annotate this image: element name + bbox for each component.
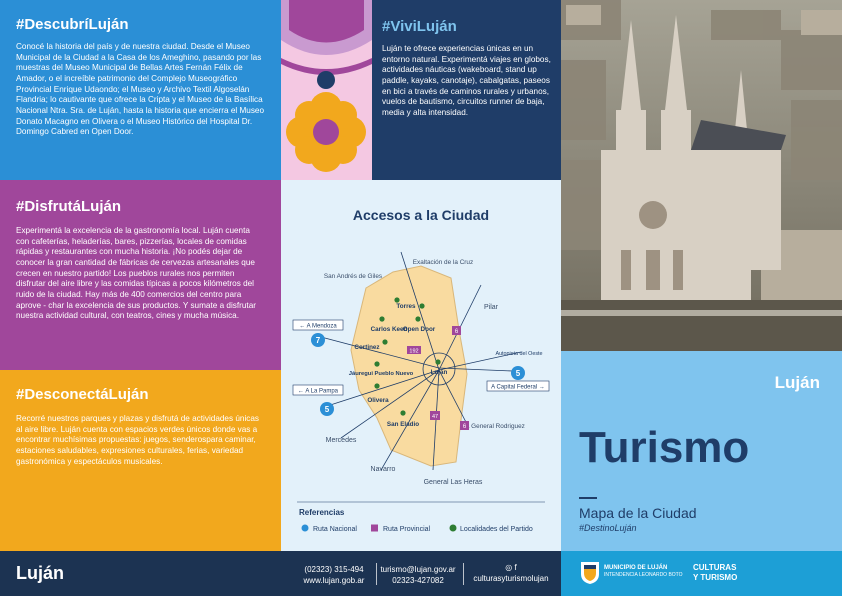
cover-subtitle: Mapa de la Ciudad — [579, 505, 697, 521]
vivi-body: Luján te ofrece experiencias únicas en un entorno natural. Experimentá viajes en globos, actividades náuticas (wakeboard, stand up paddle, kayaks, canotaje), cabalgatas, paseos en bici a través de caminos rurales y urbanos, vuelos de bautismo, circuitos runner de baja, media y alta intensidad. — [382, 44, 551, 117]
municipio-title: MUNICIPIO DE LUJÁN — [604, 565, 668, 571]
neighbor-general-rodriguez: General Rodriguez — [471, 423, 525, 430]
locality-torres: Torres — [396, 303, 416, 310]
footer-email[interactable]: turismo@lujan.gov.ar — [380, 565, 456, 574]
disfruta-title: #DisfrutáLuján — [16, 198, 122, 215]
instagram-icon: ◎ — [505, 563, 513, 572]
vivi-title: #ViviLuján — [382, 18, 457, 35]
ruta-nacional-5-right-label: 5 — [515, 369, 521, 378]
cover-logo: Luján — [774, 373, 820, 392]
basilica-photo — [561, 0, 842, 351]
footer-divider-2 — [463, 563, 464, 585]
cover-panel — [561, 351, 842, 551]
map-panel — [281, 180, 561, 551]
neighbor-pilar: Pilar — [483, 304, 499, 311]
neighbor-san-andres: San Andrés de Giles — [323, 273, 383, 280]
cover-hashtag: #DestinoLuján — [579, 523, 637, 533]
descubri-panel — [0, 0, 281, 180]
footer-logo: Luján — [16, 563, 64, 583]
culturas-line2: Y TURISMO — [693, 572, 738, 582]
access-map — [281, 180, 561, 551]
descubri-body: Conocé la historia del país y de nuestra ciudad. Desde el Museo Municipal de la Ciudad a la Casa de los Ameghino, pasando por las muestras del Museo Municipal de Bellas Artes Fernán Félix de Amador, o el increíble patrimonio del Complejo Museográfico Provincial Enrique Udaondo; el Museo y Archivo Textil Algoselán Flandria; lo cautivante que ofrece la Cripta y el Museo de la Basílica Nacional Ntra. Sra. de Luján, hasta la historia que encierra el Museo Donato Macagno en Olivera o el Museo Histórico del Hospital Dr. Domingo Cabred en Open Door. — [16, 42, 265, 137]
decorative-flower-panel — [281, 0, 372, 180]
municipio-name — [604, 564, 683, 579]
tag-mendoza: ← A Mendoza — [299, 323, 337, 330]
municipio-intendencia: INTENDENCIA LEONARDO BOTO — [604, 572, 683, 579]
neighbor-general-las-heras: General Las Heras — [423, 479, 483, 486]
ruta-provincial-192-label: 192 — [409, 348, 419, 355]
culturas-line1: CULTURAS — [693, 563, 737, 572]
ruta-provincial-6-bottom-label: 6 — [462, 424, 467, 430]
tag-la-pampa: ← A La Pampa — [297, 388, 339, 395]
vivi-panel — [372, 0, 561, 180]
footer-divider-1 — [376, 563, 377, 585]
locality-cortinez: Cortinez — [354, 344, 380, 351]
footer-social-handle: culturasyturismolujan — [473, 573, 549, 583]
locality-jauregui: Jáuregui Pueblo Nuevo — [348, 371, 414, 377]
culturas-logo — [693, 563, 737, 582]
footer-contact-1 — [292, 565, 376, 587]
locality-san-eladio: San Eladio — [386, 421, 420, 428]
tag-capital: A Capital Federal → — [491, 384, 545, 391]
flower-illustration — [281, 0, 372, 180]
footer-web[interactable]: www.lujan.gob.ar — [303, 575, 365, 585]
legend-provincial: Ruta Provincial — [383, 526, 431, 533]
footer-social[interactable] — [468, 563, 554, 585]
footer-brands — [561, 551, 842, 596]
ruta-provincial-6-top-label: 6 — [454, 329, 459, 335]
legend-national: Ruta Nacional — [313, 526, 357, 533]
locality-open-door: Open Door — [402, 326, 436, 333]
municipio-shield-icon — [580, 561, 600, 585]
desconecta-body: Recorré nuestros parques y plazas y disfrutá de actividades únicas al aire libre. Luján cuenta con espacios verdes únicos donde vas a encontrar muchísimas propuestas: juegos, senderospara caminar, estaciones saludables, expresiones culturales, ferias, variedad gastronómica y espectáculos musicales. — [16, 414, 260, 466]
locality-olivera: Olivera — [367, 397, 389, 404]
disfruta-body: Experimentá la excelencia de la gastronomía local. Luján cuenta con cafeterías, heladerías, bares, pizzerías, locales de comidas rápidas y restaurantes con mucha historia. ¡No podés dejar de conocer la gran cantidad de fábricas de cervezas artesanales que crecen en nuestro partido! Los pueblos rurales nos permiten disfrutar del aire libre y las comidas típicas a pocos kilómetros del ruido de la ciudad. Hay más de 400 comercios del centro para aprove - char la excelencia de sus productos. Y sumate a disfrutar nuestra actividad cultural, con teatros, cines y mucha música. — [16, 226, 256, 321]
social-icons — [468, 563, 554, 574]
desconecta-panel — [0, 370, 281, 551]
cover-divider — [579, 497, 597, 499]
locality-carlos-keen: Carlos Keen — [370, 326, 408, 333]
footer-phone: (02323) 315-494 — [304, 565, 364, 574]
neighbor-mercedes: Mercedes — [325, 437, 357, 444]
legend-national-swatch — [302, 525, 309, 532]
ruta-nacional-5-left-label: 5 — [324, 405, 330, 414]
references-title: Referencias — [299, 508, 345, 517]
tag-autopista: Autopista del Oeste — [495, 351, 543, 357]
disfruta-panel — [0, 180, 281, 370]
legend-locality: Localidades del Partido — [460, 526, 533, 533]
ruta-provincial-47-label: 47 — [431, 414, 439, 420]
desconecta-title: #DesconectáLuján — [16, 386, 149, 403]
cover-title: Turismo — [579, 423, 750, 472]
map-title: Accesos a la Ciudad — [352, 207, 490, 223]
ruta-nacional-7-label: 7 — [315, 336, 321, 345]
district-area — [348, 266, 467, 466]
footer-contact-2 — [378, 565, 458, 587]
legend-locality-swatch — [450, 525, 457, 532]
neighbor-exaltacion-line: Exaltación de la Cruz — [412, 259, 474, 266]
locality-lujan: Luján — [430, 369, 448, 376]
descubri-title: #DescubríLuján — [16, 16, 129, 33]
basilica-image — [561, 0, 842, 351]
legend-provincial-swatch — [371, 525, 378, 532]
facebook-icon: f — [514, 563, 517, 572]
footer-phone2: 02323-427082 — [392, 575, 444, 585]
neighbor-navarro: Navarro — [370, 466, 396, 473]
